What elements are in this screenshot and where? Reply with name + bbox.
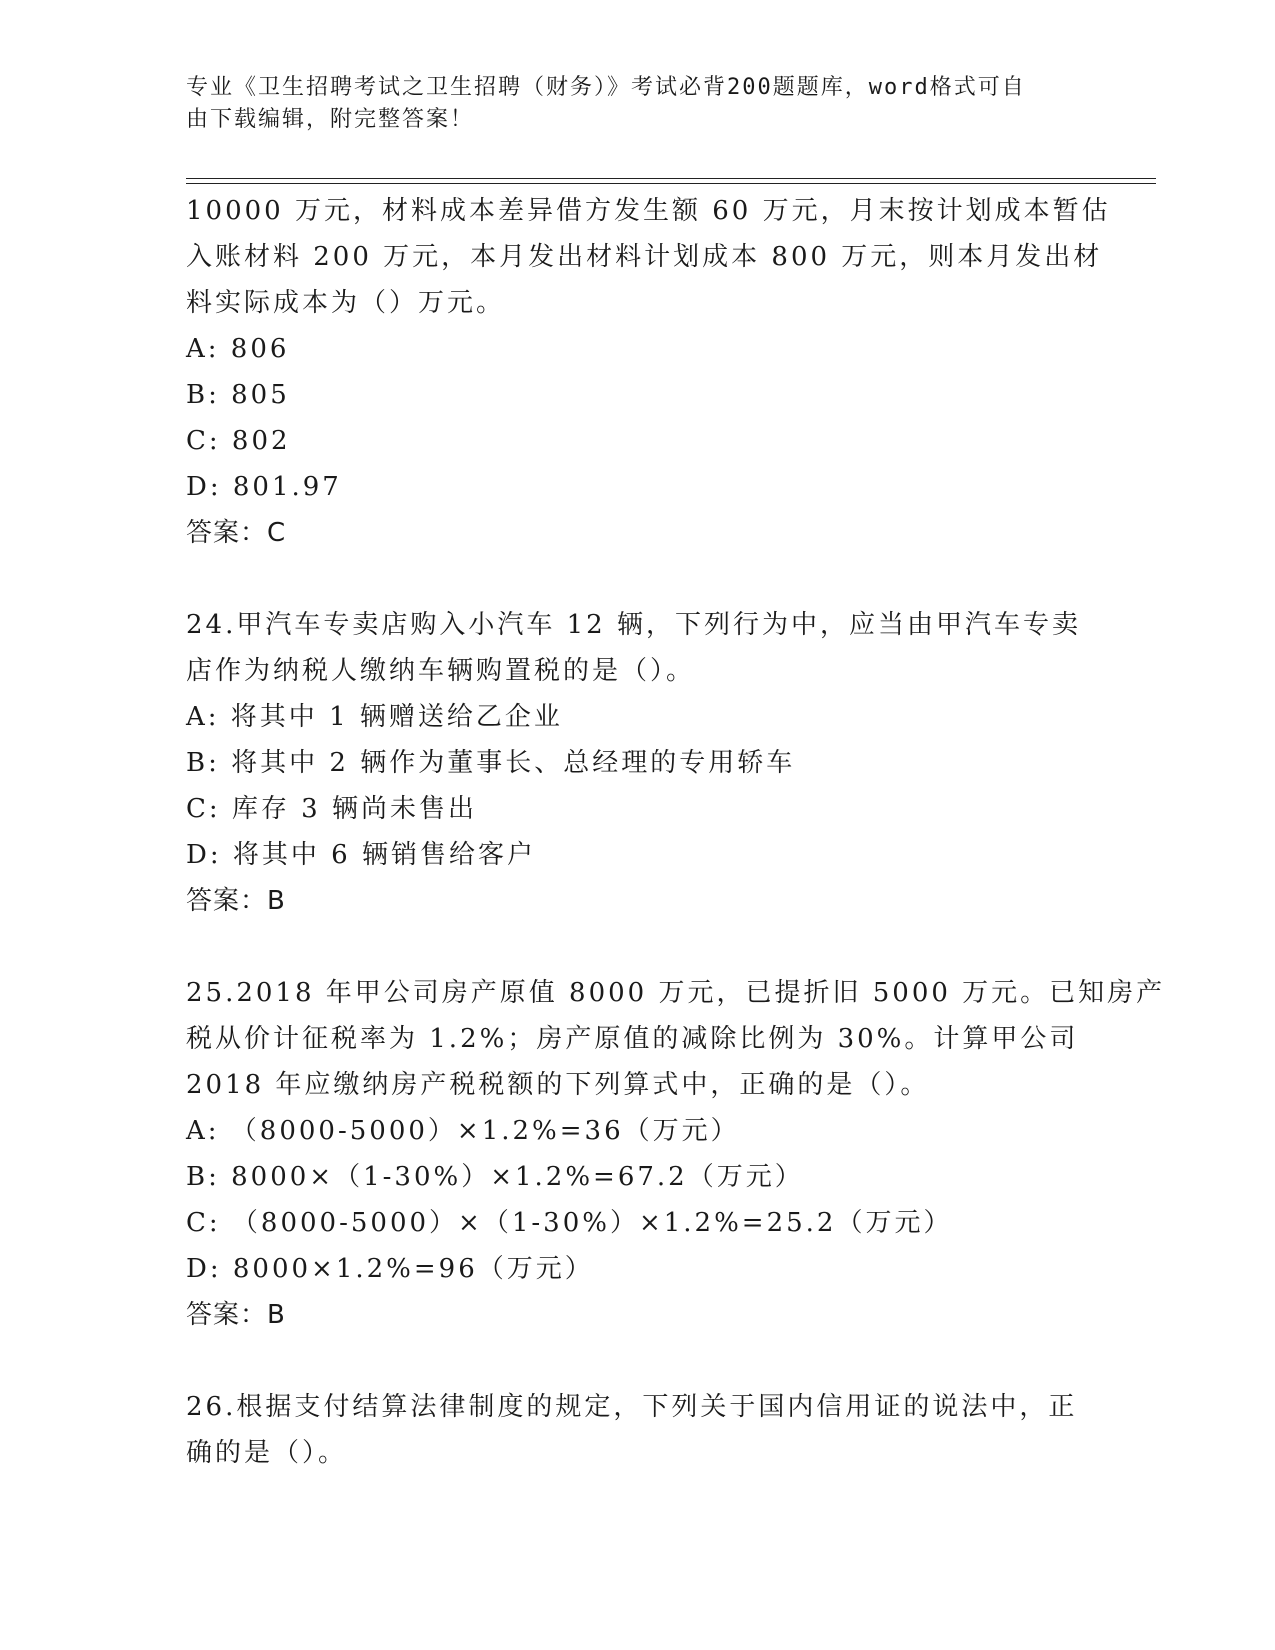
spacer [186,924,1086,970]
header-divider-bottom [186,183,1156,184]
header-divider-top [186,178,1156,179]
option-b: B: 805 [186,380,290,410]
document-header [186,72,1066,136]
question-text-line: 2018 年应缴纳房产税税额的下列算式中，正确的是（）。 [186,1070,930,1100]
question-content [186,188,1166,1476]
answer: 答案：C [186,518,287,548]
spacer [186,1338,1086,1384]
question-26 [186,1384,1086,1476]
question-text-line: 10000 万元，材料成本差异借方发生额 60 万元，月末按计划成本暂估 [186,196,1111,226]
option-c: C: 802 [186,426,291,456]
question-text-line: 24.甲汽车专卖店购入小汽车 12 辆，下列行为中，应当由甲汽车专卖 [186,610,1081,640]
option-c: C: （8000-5000）×（1-30%）×1.2%=25.2（万元） [186,1208,953,1238]
answer: 答案：B [186,886,286,916]
option-d: D: 801.97 [186,472,342,502]
question-text-line: 料实际成本为（）万元。 [186,288,506,318]
option-c: C: 库存 3 辆尚未售出 [186,794,477,824]
option-a: A: 806 [186,334,290,364]
question-text-line: 入账材料 200 万元，本月发出材料计划成本 800 万元，则本月发出材 [186,242,1103,272]
option-b: B: 8000×（1-30%）×1.2%=67.2（万元） [186,1162,804,1192]
question-23 [186,188,1111,556]
question-text-line: 税从价计征税率为 1.2%；房产原值的减除比例为 30%。计算甲公司 [186,1024,1079,1054]
question-24 [186,602,1086,924]
option-a: A: （8000-5000）×1.2%=36（万元） [186,1116,740,1146]
option-b: B: 将其中 2 辆作为董事长、总经理的专用轿车 [186,748,796,778]
question-text-line: 店作为纳税人缴纳车辆购置税的是（）。 [186,656,696,686]
option-d: D: 8000×1.2%=96（万元） [186,1254,594,1284]
question-text-line: 确的是（）。 [186,1438,348,1468]
header-line-1: 专业《卫生招聘考试之卫生招聘（财务）》考试必背200题题库，word格式可自 [186,75,1026,100]
question-25 [186,970,1166,1338]
question-text-line: 26.根据支付结算法律制度的规定，下列关于国内信用证的说法中，正 [186,1392,1078,1422]
question-text-line: 25.2018 年甲公司房产原值 8000 万元，已提折旧 5000 万元。已知房产 [186,978,1166,1008]
spacer [186,556,1086,602]
option-d: D: 将其中 6 辆销售给客户 [186,840,536,870]
header-line-2: 由下载编辑，附完整答案！ [186,107,475,132]
option-a: A: 将其中 1 辆赠送给乙企业 [186,702,563,732]
answer: 答案：B [186,1300,286,1330]
